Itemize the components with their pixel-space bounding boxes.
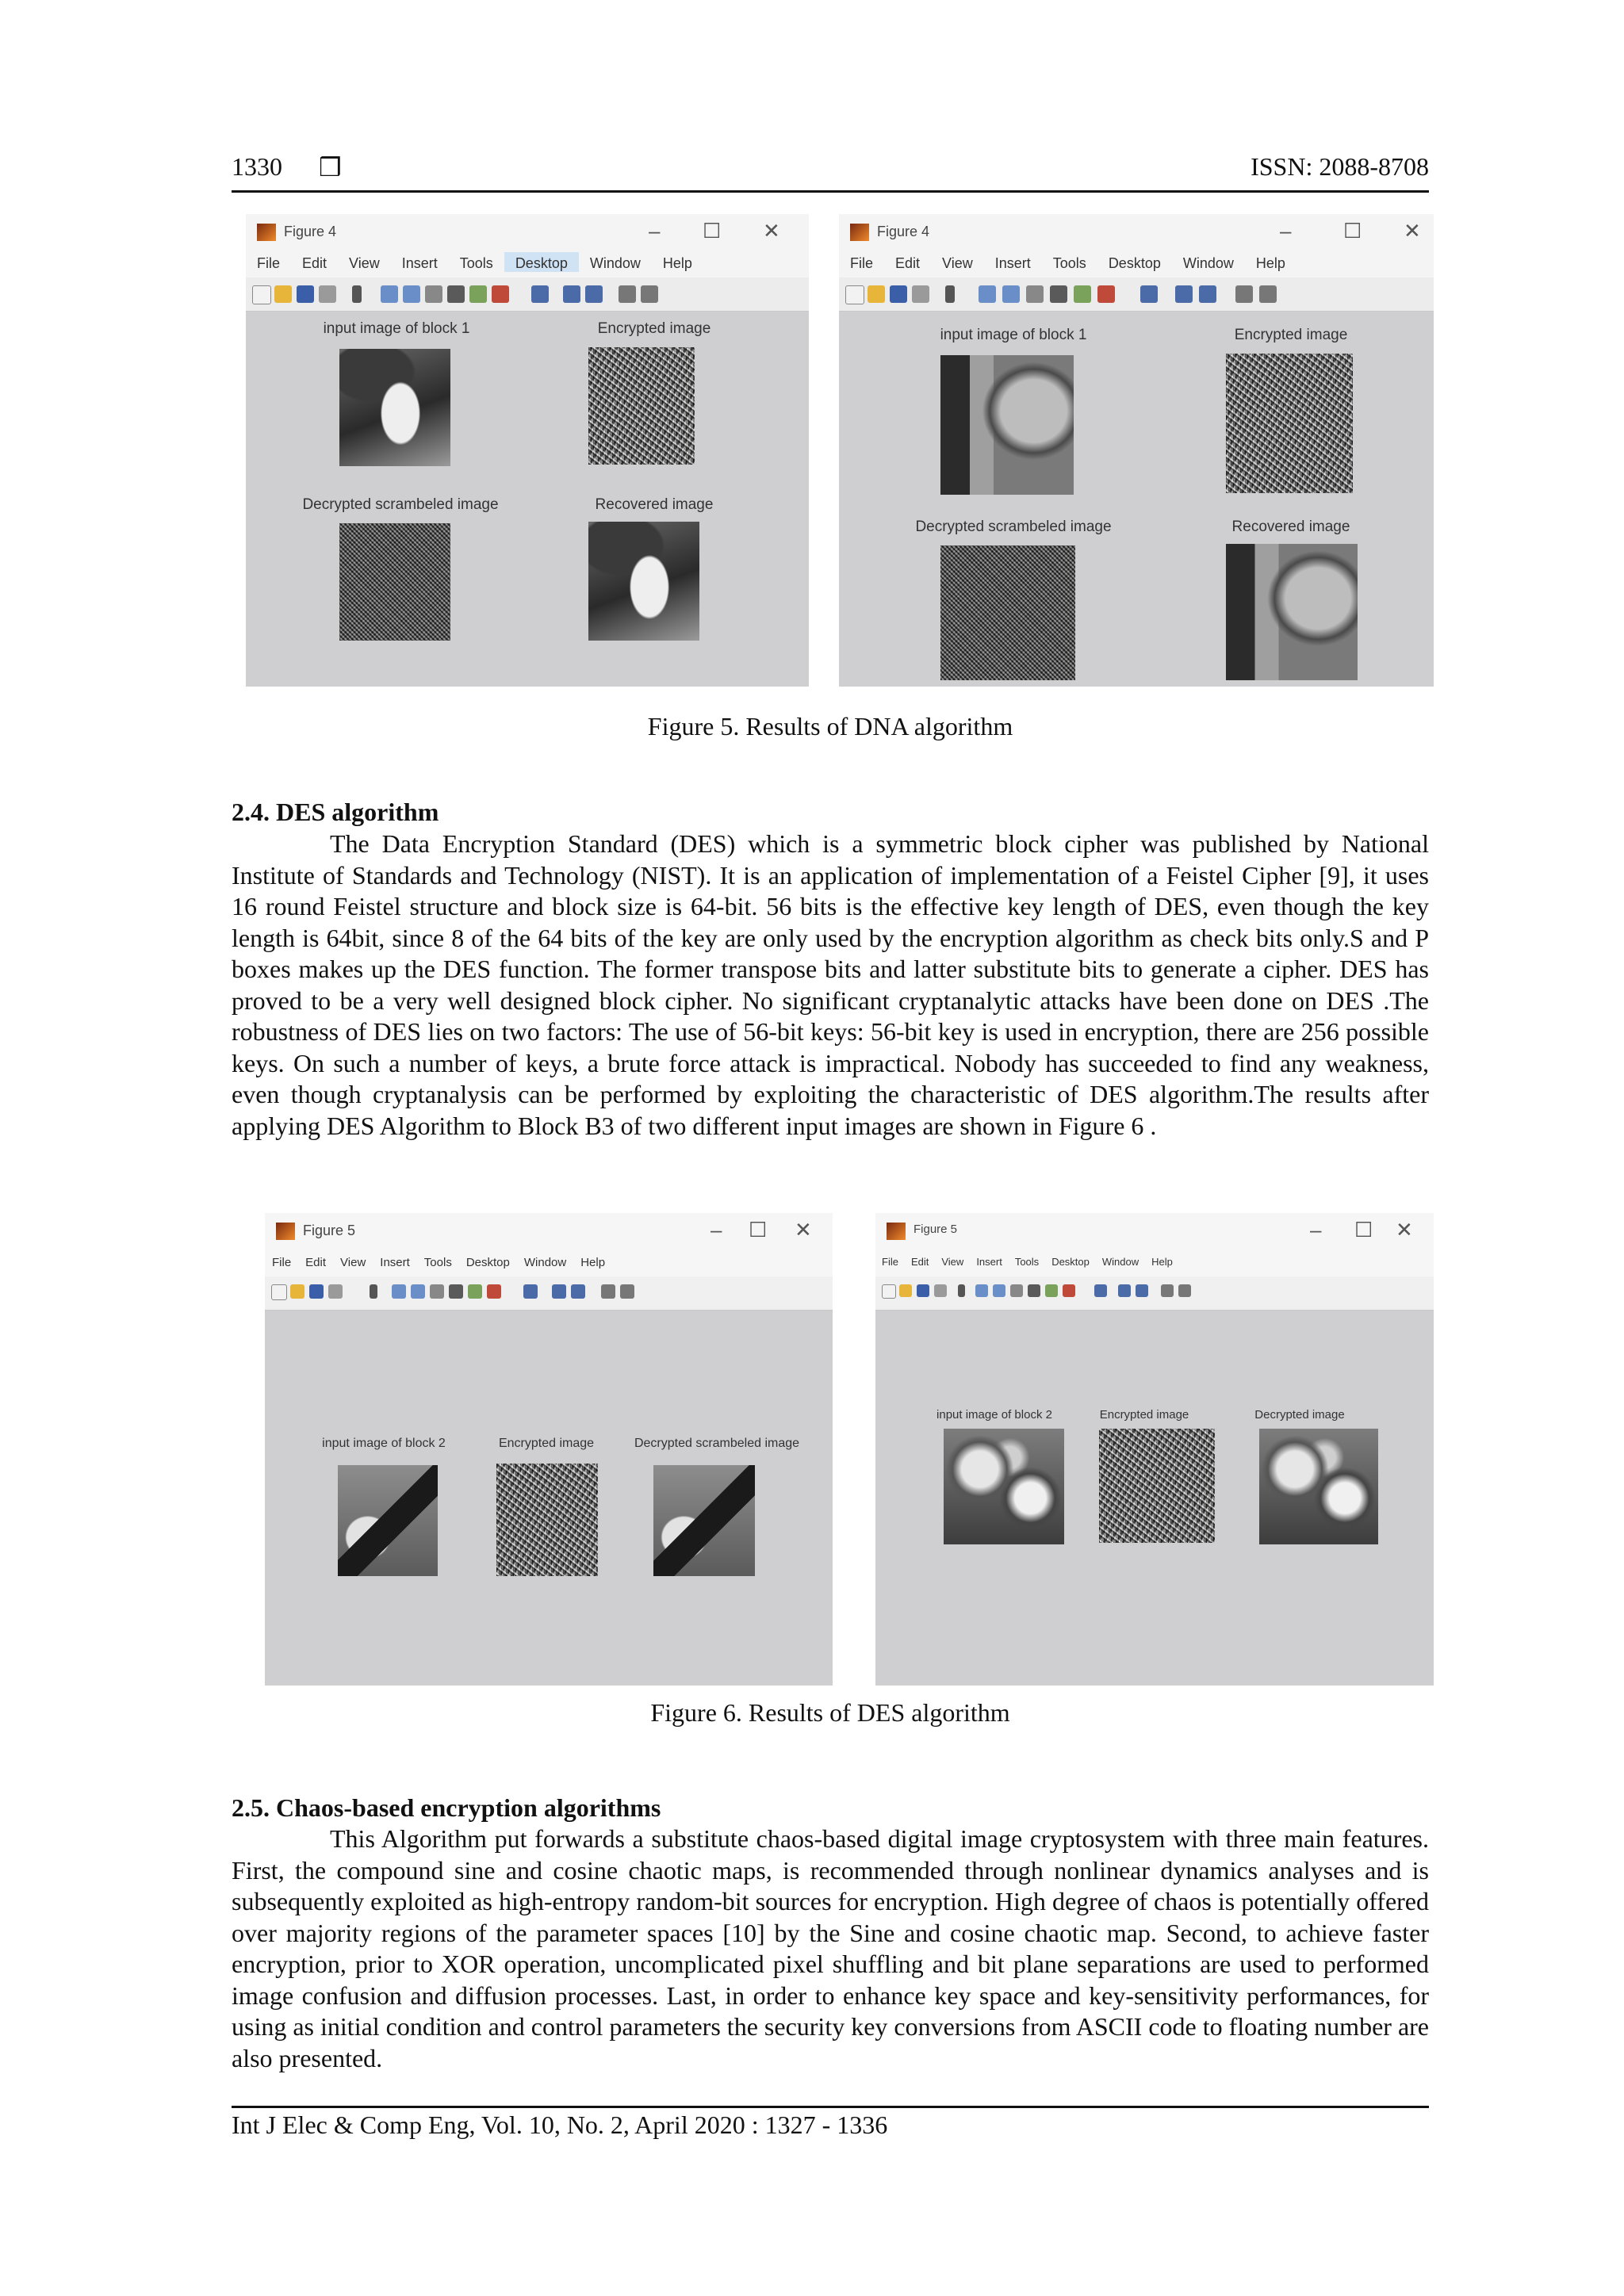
panel-label: Encrypted image [597,320,711,337]
separator-icon: ❒ [319,153,342,182]
new-figure-icon[interactable] [882,1284,896,1299]
matlab-icon [887,1223,906,1240]
encrypted-image [1099,1429,1215,1543]
encrypted-image [1226,354,1353,493]
new-figure-icon[interactable] [271,1284,287,1300]
menu-view[interactable]: View [942,255,973,271]
hide-tools-icon[interactable] [1235,285,1253,303]
menu-file[interactable]: File [882,1256,898,1268]
pointer-icon[interactable] [352,285,362,303]
encrypted-image [588,347,695,465]
figure6-window-2 [875,1213,1434,1686]
menu-view[interactable]: View [941,1256,964,1268]
section-body: The Data Encryption Standard (DES) which is a symmetric block cipher was published by National Institute of Standards and Technology (NIST). It is an application of implementation of a Feistel Cipher [9], it uses 16 round Feistel structure and block size is 64-bit. 56 bits is the effective key length of DES, even though the key length is 64bit, since 8 of the 64 bits of the key are only used by the encryption algorithm as check bits only.S and P boxes makes up the DES function. The former transpose bits and latter substitute bits to generate a cipher. DES has proved to be a very well designed block cipher. No significant cryptanalytic attacks have been done on DES .The robustness of DES lies on two factors: The use of 56-bit keys: 56-bit key is used in encryption, there are 256 possible keys. On such a number of keys, a brute force attack is impractical. Nobody has succeeded to find any weakness, even though cryptanalysis can be performed by exploiting the characteristic of DES algorithm.The results after applying DES Algorithm to Block B3 of two different input images are shown in Figure 6 . [232,829,1429,1140]
maximize-icon[interactable]: ☐ [749,1218,768,1242]
menu-insert[interactable]: Insert [994,255,1031,271]
menu-insert[interactable]: Insert [401,255,438,271]
menu-window[interactable]: Window [1101,1256,1139,1268]
print-icon[interactable] [934,1284,947,1297]
brush-icon[interactable] [1097,285,1115,303]
input-image [944,1429,1064,1544]
menu-tools[interactable]: Tools [459,255,493,271]
panel-label: Recovered image [595,496,714,513]
menu-desktop[interactable]: Desktop [1051,1256,1090,1268]
maximize-icon[interactable]: ☐ [703,219,722,243]
figure6-caption: Figure 6. Results of DES algorithm [650,1698,1010,1727]
input-image [940,355,1074,495]
menu-desktop[interactable]: Desktop [1108,255,1161,271]
close-icon[interactable]: ✕ [1404,219,1421,243]
zoom-out-icon[interactable] [403,285,420,303]
menu-window[interactable]: Window [589,255,641,271]
rotate-icon[interactable] [449,1284,463,1299]
figure6-window-1 [265,1213,833,1686]
window-titlebar [265,1213,833,1251]
panel-label: Recovered image [1231,519,1350,535]
figure5-caption: Figure 5. Results of DNA algorithm [647,712,1013,740]
menu-edit[interactable]: Edit [910,1256,929,1268]
menu-desktop[interactable]: Desktop [504,252,579,272]
data-cursor-icon[interactable] [469,285,487,303]
minimize-icon[interactable]: – [1310,1218,1322,1242]
section-heading: 2.5. Chaos-based encryption algorithms [232,1793,661,1822]
footer-citation: Int J Elec & Comp Eng, Vol. 10, No. 2, April 2020 : 1327 - 1336 [232,2110,888,2139]
menu-file[interactable]: File [850,255,874,271]
menu-window[interactable]: Window [523,1256,567,1269]
minimize-icon[interactable]: – [710,1218,722,1242]
open-icon[interactable] [868,285,885,303]
zoom-in-icon[interactable] [979,285,996,303]
zoom-in-icon[interactable] [975,1284,988,1297]
toolbar [839,277,1434,312]
pan-icon[interactable] [430,1284,444,1299]
colorbar-icon[interactable] [1175,285,1193,303]
hide-tools-icon[interactable] [619,285,636,303]
colorbar-icon[interactable] [1118,1284,1131,1297]
menu-bar [839,252,1434,277]
link-icon[interactable] [1094,1284,1107,1297]
toolbar [875,1276,1434,1311]
new-figure-icon[interactable] [252,285,271,304]
close-icon[interactable]: ✕ [1396,1218,1413,1242]
open-icon[interactable] [274,285,292,303]
panel-label: input image of block 2 [936,1408,1052,1422]
decrypted-image [653,1465,755,1576]
menu-help[interactable]: Help [1255,255,1285,271]
panel-label: Decrypted scrambeled image [634,1437,800,1450]
header-rule [232,190,1429,193]
window-title: Figure 5 [914,1223,958,1236]
panel-label: Decrypted scrambeled image [302,496,499,513]
link-icon[interactable] [1140,285,1158,303]
show-tools-icon[interactable] [1259,285,1277,303]
matlab-icon [276,1223,295,1240]
pointer-icon[interactable] [945,285,955,303]
minimize-icon[interactable]: – [649,219,661,243]
menu-tools[interactable]: Tools [423,1256,452,1269]
matlab-icon [257,224,276,241]
toolbar [246,277,809,312]
menu-file[interactable]: File [257,255,281,271]
open-icon[interactable] [290,1284,304,1299]
maximize-icon[interactable]: ☐ [1343,219,1362,243]
page-number: 1330 [232,152,282,181]
window-titlebar [246,214,809,252]
decrypted-image [940,545,1075,680]
decrypted-image [339,523,450,641]
zoom-in-icon[interactable] [381,285,398,303]
link-icon[interactable] [523,1284,538,1299]
window-title: Figure 4 [877,224,930,239]
print-icon[interactable] [319,285,336,303]
data-cursor-icon[interactable] [468,1284,482,1299]
panel-label: Encrypted image [1099,1408,1189,1422]
brush-icon[interactable] [492,285,509,303]
menu-insert[interactable]: Insert [976,1256,1002,1268]
menu-edit[interactable]: Edit [305,1256,327,1269]
recovered-image [1226,544,1358,680]
encrypted-image [496,1464,598,1576]
input-image [338,1465,438,1576]
rotate-icon[interactable] [1050,285,1067,303]
menu-bar [265,1251,833,1276]
menu-desktop[interactable]: Desktop [465,1256,510,1269]
window-titlebar [839,214,1434,252]
data-cursor-icon[interactable] [1074,285,1091,303]
menu-bar [246,252,809,277]
print-icon[interactable] [912,285,929,303]
rotate-icon[interactable] [1028,1284,1040,1297]
pointer-icon[interactable] [370,1284,377,1299]
figure5-window-1 [246,214,809,687]
hide-tools-icon[interactable] [601,1284,615,1299]
zoom-out-icon[interactable] [993,1284,1005,1297]
window-title: Figure 4 [284,224,337,239]
panel-label: Encrypted image [1234,327,1348,343]
menu-edit[interactable]: Edit [302,255,327,271]
footer-rule [232,2106,1429,2108]
legend-icon[interactable] [571,1284,585,1299]
save-icon[interactable] [890,285,907,303]
figure5-window-2 [839,214,1434,687]
legend-icon[interactable] [1199,285,1216,303]
close-icon[interactable]: ✕ [763,219,780,243]
close-icon[interactable]: ✕ [795,1218,812,1242]
zoom-out-icon[interactable] [411,1284,425,1299]
matlab-icon [850,224,869,241]
zoom-out-icon[interactable] [1002,285,1020,303]
data-cursor-icon[interactable] [1045,1284,1058,1297]
colorbar-icon[interactable] [552,1284,566,1299]
issn: ISSN: 2088-8708 [1251,152,1429,181]
menu-help[interactable]: Help [662,255,692,271]
menu-tools[interactable]: Tools [1052,255,1086,271]
menu-view[interactable]: View [340,1256,366,1269]
menu-insert[interactable]: Insert [380,1256,410,1269]
menu-edit[interactable]: Edit [895,255,921,271]
panel-label: input image of block 1 [940,327,1087,343]
save-icon[interactable] [917,1284,929,1297]
show-tools-icon[interactable] [620,1284,634,1299]
input-image [339,349,450,466]
pan-icon[interactable] [1026,285,1044,303]
section-body: This Algorithm put forwards a substitute chaos-based digital image cryptosystem with three main features. First, the compound sine and cosine chaotic maps, is recommended through nonlinear dynamics analyses and is subsequently exploited as high-entropy random-bit sources for encryption. High degree of chaos is potentially offered over majority regions of the parameter spaces [10] by the Sine and cosine chaotic map. Second, to achieve faster encryption, prior to XOR operation, uncomplicated pixel shuffling and bit plane separations are used to performed image confusion and diffusion processes. Last, in order to enhance key space and key-sensitivity performances, for using as initial condition and control parameters the security key conversions from ASCII code to floating number are also presented. [232,1824,1429,2072]
brush-icon[interactable] [487,1284,501,1299]
pan-icon[interactable] [425,285,442,303]
save-icon[interactable] [297,285,314,303]
panel-label: Decrypted image [1254,1408,1345,1422]
decrypted-image [1259,1429,1378,1544]
zoom-in-icon[interactable] [392,1284,406,1299]
hide-tools-icon[interactable] [1161,1284,1174,1297]
rotate-icon[interactable] [447,285,465,303]
menu-file[interactable]: File [272,1256,292,1269]
show-tools-icon[interactable] [1178,1284,1191,1297]
menu-window[interactable]: Window [1182,255,1234,271]
print-icon[interactable] [328,1284,343,1299]
panel-label: input image of block 2 [322,1437,446,1450]
legend-icon[interactable] [1136,1284,1148,1297]
menu-view[interactable]: View [349,255,380,271]
open-icon[interactable] [899,1284,912,1297]
recovered-image [588,522,699,641]
section-heading: 2.4. DES algorithm [232,798,439,826]
menu-bar [875,1251,1434,1276]
save-icon[interactable] [309,1284,324,1299]
window-title: Figure 5 [303,1223,356,1238]
link-icon[interactable] [531,285,549,303]
menu-help[interactable]: Help [1151,1256,1173,1268]
brush-icon[interactable] [1063,1284,1075,1297]
toolbar [265,1276,833,1311]
menu-help[interactable]: Help [580,1256,606,1269]
window-titlebar [875,1213,1434,1251]
new-figure-icon[interactable] [845,285,864,304]
legend-icon[interactable] [585,285,603,303]
panel-label: input image of block 1 [323,320,470,337]
panel-label: Decrypted scrambeled image [915,519,1112,535]
menu-tools[interactable]: Tools [1014,1256,1040,1268]
colorbar-icon[interactable] [563,285,580,303]
minimize-icon[interactable]: – [1280,219,1292,243]
panel-label: Encrypted image [498,1437,595,1450]
pointer-icon[interactable] [958,1284,965,1297]
maximize-icon[interactable]: ☐ [1354,1218,1373,1242]
pan-icon[interactable] [1010,1284,1023,1297]
show-tools-icon[interactable] [641,285,658,303]
